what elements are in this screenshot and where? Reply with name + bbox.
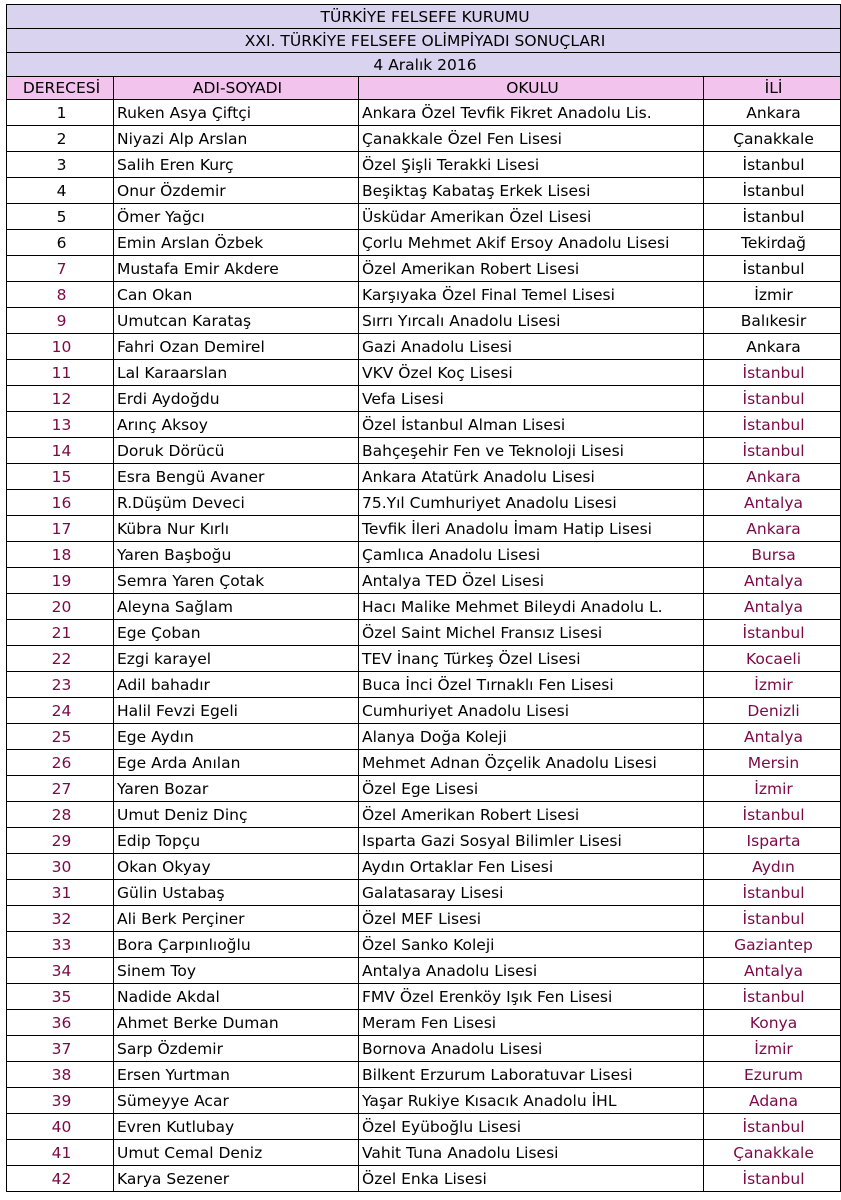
table-row: [7, 334, 841, 360]
student-name-cell: Gülin Ustabaş: [114, 880, 359, 906]
city-cell: İstanbul: [704, 256, 841, 282]
table-row: [7, 360, 841, 386]
rank-cell: 6: [7, 230, 114, 256]
rank-cell: 33: [7, 932, 114, 958]
table-row: [7, 152, 841, 178]
city-cell: Antalya: [704, 594, 841, 620]
school-cell: Antalya Anadolu Lisesi: [359, 958, 704, 984]
table-row: [7, 958, 841, 984]
rank-cell: 13: [7, 412, 114, 438]
table-row: [7, 464, 841, 490]
city-cell: Çanakkale: [704, 1140, 841, 1166]
table-row: [7, 1036, 841, 1062]
city-cell: Adana: [704, 1088, 841, 1114]
city-cell: İstanbul: [704, 620, 841, 646]
student-name-cell: Mustafa Emir Akdere: [114, 256, 359, 282]
header-city: İLİ: [704, 77, 841, 100]
student-name-cell: Ezgi karayel: [114, 646, 359, 672]
rank-cell: 14: [7, 438, 114, 464]
school-cell: Gazi Anadolu Lisesi: [359, 334, 704, 360]
results-table-body: [7, 5, 841, 1192]
rank-cell: 3: [7, 152, 114, 178]
city-cell: İstanbul: [704, 178, 841, 204]
table-row: [7, 828, 841, 854]
rank-cell: 41: [7, 1140, 114, 1166]
student-name-cell: Adil bahadır: [114, 672, 359, 698]
student-name-cell: Emin Arslan Özbek: [114, 230, 359, 256]
student-name-cell: Lal Karaarslan: [114, 360, 359, 386]
school-cell: Özel Enka Lisesi: [359, 1166, 704, 1192]
school-cell: Bornova Anadolu Lisesi: [359, 1036, 704, 1062]
rank-cell: 42: [7, 1166, 114, 1192]
city-cell: Ankara: [704, 464, 841, 490]
school-cell: Özel MEF Lisesi: [359, 906, 704, 932]
city-cell: Isparta: [704, 828, 841, 854]
table-row: [7, 854, 841, 880]
city-cell: Aydın: [704, 854, 841, 880]
city-cell: İstanbul: [704, 360, 841, 386]
student-name-cell: Salih Eren Kurç: [114, 152, 359, 178]
rank-cell: 8: [7, 282, 114, 308]
rank-cell: 26: [7, 750, 114, 776]
school-cell: Galatasaray Lisesi: [359, 880, 704, 906]
table-row: [7, 308, 841, 334]
rank-cell: 36: [7, 1010, 114, 1036]
organization-title: TÜRKİYE FELSEFE KURUMU: [7, 5, 841, 29]
school-cell: Üsküdar Amerikan Özel Lisesi: [359, 204, 704, 230]
rank-cell: 37: [7, 1036, 114, 1062]
student-name-cell: Sarp Özdemir: [114, 1036, 359, 1062]
table-row: [7, 542, 841, 568]
school-cell: Alanya Doğa Koleji: [359, 724, 704, 750]
rank-cell: 35: [7, 984, 114, 1010]
table-row: [7, 984, 841, 1010]
rank-cell: 22: [7, 646, 114, 672]
city-cell: Ankara: [704, 334, 841, 360]
student-name-cell: Yaren Bozar: [114, 776, 359, 802]
rank-cell: 4: [7, 178, 114, 204]
city-cell: Ankara: [704, 100, 841, 126]
school-cell: Isparta Gazi Sosyal Bilimler Lisesi: [359, 828, 704, 854]
school-cell: Çanakkale Özel Fen Lisesi: [359, 126, 704, 152]
city-cell: Konya: [704, 1010, 841, 1036]
school-cell: Meram Fen Lisesi: [359, 1010, 704, 1036]
table-row: [7, 126, 841, 152]
school-cell: Karşıyaka Özel Final Temel Lisesi: [359, 282, 704, 308]
rank-cell: 32: [7, 906, 114, 932]
city-cell: İstanbul: [704, 880, 841, 906]
city-cell: İstanbul: [704, 984, 841, 1010]
table-row: [7, 1062, 841, 1088]
student-name-cell: Onur Özdemir: [114, 178, 359, 204]
city-cell: Antalya: [704, 490, 841, 516]
student-name-cell: Ege Arda Anılan: [114, 750, 359, 776]
rank-cell: 12: [7, 386, 114, 412]
school-cell: Aydın Ortaklar Fen Lisesi: [359, 854, 704, 880]
header-name: ADI-SOYADI: [114, 77, 359, 100]
rank-cell: 34: [7, 958, 114, 984]
school-cell: Hacı Malike Mehmet Bileydi Anadolu L.: [359, 594, 704, 620]
school-cell: Mehmet Adnan Özçelik Anadolu Lisesi: [359, 750, 704, 776]
student-name-cell: Halil Fevzi Egeli: [114, 698, 359, 724]
rank-cell: 2: [7, 126, 114, 152]
rank-cell: 17: [7, 516, 114, 542]
student-name-cell: Fahri Ozan Demirel: [114, 334, 359, 360]
school-cell: Özel Amerikan Robert Lisesi: [359, 802, 704, 828]
rank-cell: 20: [7, 594, 114, 620]
school-cell: Özel Şişli Terakki Lisesi: [359, 152, 704, 178]
rank-cell: 25: [7, 724, 114, 750]
rank-cell: 16: [7, 490, 114, 516]
city-cell: İstanbul: [704, 802, 841, 828]
city-cell: Ankara: [704, 516, 841, 542]
school-cell: Vefa Lisesi: [359, 386, 704, 412]
table-row: [7, 802, 841, 828]
city-cell: Kocaeli: [704, 646, 841, 672]
student-name-cell: Arınç Aksoy: [114, 412, 359, 438]
student-name-cell: Erdi Aydoğdu: [114, 386, 359, 412]
school-cell: Bilkent Erzurum Laboratuvar Lisesi: [359, 1062, 704, 1088]
rank-cell: 19: [7, 568, 114, 594]
school-cell: Ankara Atatürk Anadolu Lisesi: [359, 464, 704, 490]
school-cell: Vahit Tuna Anadolu Lisesi: [359, 1140, 704, 1166]
student-name-cell: Ali Berk Perçiner: [114, 906, 359, 932]
student-name-cell: Okan Okyay: [114, 854, 359, 880]
header-rank: DERECESİ: [7, 77, 114, 100]
title-row: [7, 29, 841, 53]
table-row: [7, 230, 841, 256]
table-row: [7, 178, 841, 204]
table-row: [7, 672, 841, 698]
city-cell: Ezurum: [704, 1062, 841, 1088]
rank-cell: 30: [7, 854, 114, 880]
city-cell: İstanbul: [704, 438, 841, 464]
table-row: [7, 724, 841, 750]
rank-cell: 21: [7, 620, 114, 646]
school-cell: Beşiktaş Kabataş Erkek Lisesi: [359, 178, 704, 204]
rank-cell: 31: [7, 880, 114, 906]
student-name-cell: R.Düşüm Deveci: [114, 490, 359, 516]
table-row: [7, 880, 841, 906]
city-cell: İzmir: [704, 282, 841, 308]
student-name-cell: Niyazi Alp Arslan: [114, 126, 359, 152]
student-name-cell: Umut Cemal Deniz: [114, 1140, 359, 1166]
city-cell: Tekirdağ: [704, 230, 841, 256]
table-row: [7, 646, 841, 672]
school-cell: Çamlıca Anadolu Lisesi: [359, 542, 704, 568]
student-name-cell: Esra Bengü Avaner: [114, 464, 359, 490]
table-row: [7, 282, 841, 308]
student-name-cell: Kübra Nur Kırlı: [114, 516, 359, 542]
school-cell: Özel Ege Lisesi: [359, 776, 704, 802]
city-cell: Bursa: [704, 542, 841, 568]
table-row: [7, 906, 841, 932]
student-name-cell: Bora Çarpınlıoğlu: [114, 932, 359, 958]
title-row: [7, 53, 841, 77]
student-name-cell: Sümeyye Acar: [114, 1088, 359, 1114]
student-name-cell: Karya Sezener: [114, 1166, 359, 1192]
school-cell: Özel Saint Michel Fransız Lisesi: [359, 620, 704, 646]
school-cell: Özel İstanbul Alman Lisesi: [359, 412, 704, 438]
table-row: [7, 386, 841, 412]
rank-cell: 28: [7, 802, 114, 828]
city-cell: Antalya: [704, 568, 841, 594]
student-name-cell: Can Okan: [114, 282, 359, 308]
column-header-row: [7, 77, 841, 100]
city-cell: Denizli: [704, 698, 841, 724]
table-row: [7, 1010, 841, 1036]
school-cell: Buca İnci Özel Tırnaklı Fen Lisesi: [359, 672, 704, 698]
student-name-cell: Umutcan Karataş: [114, 308, 359, 334]
school-cell: Özel Amerikan Robert Lisesi: [359, 256, 704, 282]
school-cell: Çorlu Mehmet Akif Ersoy Anadolu Lisesi: [359, 230, 704, 256]
table-row: [7, 620, 841, 646]
student-name-cell: Ersen Yurtman: [114, 1062, 359, 1088]
city-cell: Gaziantep: [704, 932, 841, 958]
rank-cell: 23: [7, 672, 114, 698]
school-cell: TEV İnanç Türkeş Özel Lisesi: [359, 646, 704, 672]
city-cell: Balıkesir: [704, 308, 841, 334]
school-cell: Bahçeşehir Fen ve Teknoloji Lisesi: [359, 438, 704, 464]
title-row: [7, 5, 841, 29]
student-name-cell: Ruken Asya Çiftçi: [114, 100, 359, 126]
student-name-cell: Umut Deniz Dinç: [114, 802, 359, 828]
city-cell: İzmir: [704, 1036, 841, 1062]
school-cell: Antalya TED Özel Lisesi: [359, 568, 704, 594]
rank-cell: 27: [7, 776, 114, 802]
table-row: [7, 932, 841, 958]
student-name-cell: Doruk Dörücü: [114, 438, 359, 464]
city-cell: İstanbul: [704, 152, 841, 178]
student-name-cell: Ege Aydın: [114, 724, 359, 750]
school-cell: Tevfik İleri Anadolu İmam Hatip Lisesi: [359, 516, 704, 542]
school-cell: Cumhuriyet Anadolu Lisesi: [359, 698, 704, 724]
rank-cell: 10: [7, 334, 114, 360]
city-cell: Antalya: [704, 724, 841, 750]
table-row: [7, 1140, 841, 1166]
city-cell: Antalya: [704, 958, 841, 984]
results-table: [6, 4, 841, 1192]
rank-cell: 38: [7, 1062, 114, 1088]
student-name-cell: Evren Kutlubay: [114, 1114, 359, 1140]
table-row: [7, 776, 841, 802]
student-name-cell: Edip Topçu: [114, 828, 359, 854]
rank-cell: 39: [7, 1088, 114, 1114]
table-row: [7, 412, 841, 438]
table-row: [7, 698, 841, 724]
rank-cell: 18: [7, 542, 114, 568]
table-row: [7, 1088, 841, 1114]
student-name-cell: Semra Yaren Çotak: [114, 568, 359, 594]
city-cell: İstanbul: [704, 412, 841, 438]
rank-cell: 9: [7, 308, 114, 334]
rank-cell: 1: [7, 100, 114, 126]
table-row: [7, 490, 841, 516]
school-cell: Sırrı Yırcalı Anadolu Lisesi: [359, 308, 704, 334]
student-name-cell: Ahmet Berke Duman: [114, 1010, 359, 1036]
student-name-cell: Sinem Toy: [114, 958, 359, 984]
city-cell: İstanbul: [704, 386, 841, 412]
school-cell: Özel Eyüboğlu Lisesi: [359, 1114, 704, 1140]
rank-cell: 24: [7, 698, 114, 724]
city-cell: İzmir: [704, 776, 841, 802]
city-cell: Çanakkale: [704, 126, 841, 152]
rank-cell: 11: [7, 360, 114, 386]
city-cell: İstanbul: [704, 1166, 841, 1192]
rank-cell: 29: [7, 828, 114, 854]
table-row: [7, 568, 841, 594]
table-row: [7, 1166, 841, 1192]
city-cell: İstanbul: [704, 1114, 841, 1140]
header-school: OKULU: [359, 77, 704, 100]
school-cell: Ankara Özel Tevfik Fikret Anadolu Lis.: [359, 100, 704, 126]
event-date: 4 Aralık 2016: [7, 53, 841, 77]
school-cell: FMV Özel Erenköy Işık Fen Lisesi: [359, 984, 704, 1010]
table-row: [7, 516, 841, 542]
city-cell: Mersin: [704, 750, 841, 776]
table-row: [7, 100, 841, 126]
olympiad-title: XXI. TÜRKİYE FELSEFE OLİMPİYADI SONUÇLARI: [7, 29, 841, 53]
rank-cell: 15: [7, 464, 114, 490]
table-row: [7, 750, 841, 776]
school-cell: Özel Sanko Koleji: [359, 932, 704, 958]
rank-cell: 5: [7, 204, 114, 230]
school-cell: Yaşar Rukiye Kısacık Anadolu İHL: [359, 1088, 704, 1114]
school-cell: VKV Özel Koç Lisesi: [359, 360, 704, 386]
table-row: [7, 256, 841, 282]
city-cell: İstanbul: [704, 204, 841, 230]
student-name-cell: Nadide Akdal: [114, 984, 359, 1010]
student-name-cell: Aleyna Sağlam: [114, 594, 359, 620]
rank-cell: 40: [7, 1114, 114, 1140]
school-cell: 75.Yıl Cumhuriyet Anadolu Lisesi: [359, 490, 704, 516]
city-cell: İzmir: [704, 672, 841, 698]
student-name-cell: Ömer Yağcı: [114, 204, 359, 230]
student-name-cell: Yaren Başboğu: [114, 542, 359, 568]
table-row: [7, 438, 841, 464]
city-cell: İstanbul: [704, 906, 841, 932]
table-row: [7, 594, 841, 620]
student-name-cell: Ege Çoban: [114, 620, 359, 646]
table-row: [7, 204, 841, 230]
rank-cell: 7: [7, 256, 114, 282]
table-row: [7, 1114, 841, 1140]
